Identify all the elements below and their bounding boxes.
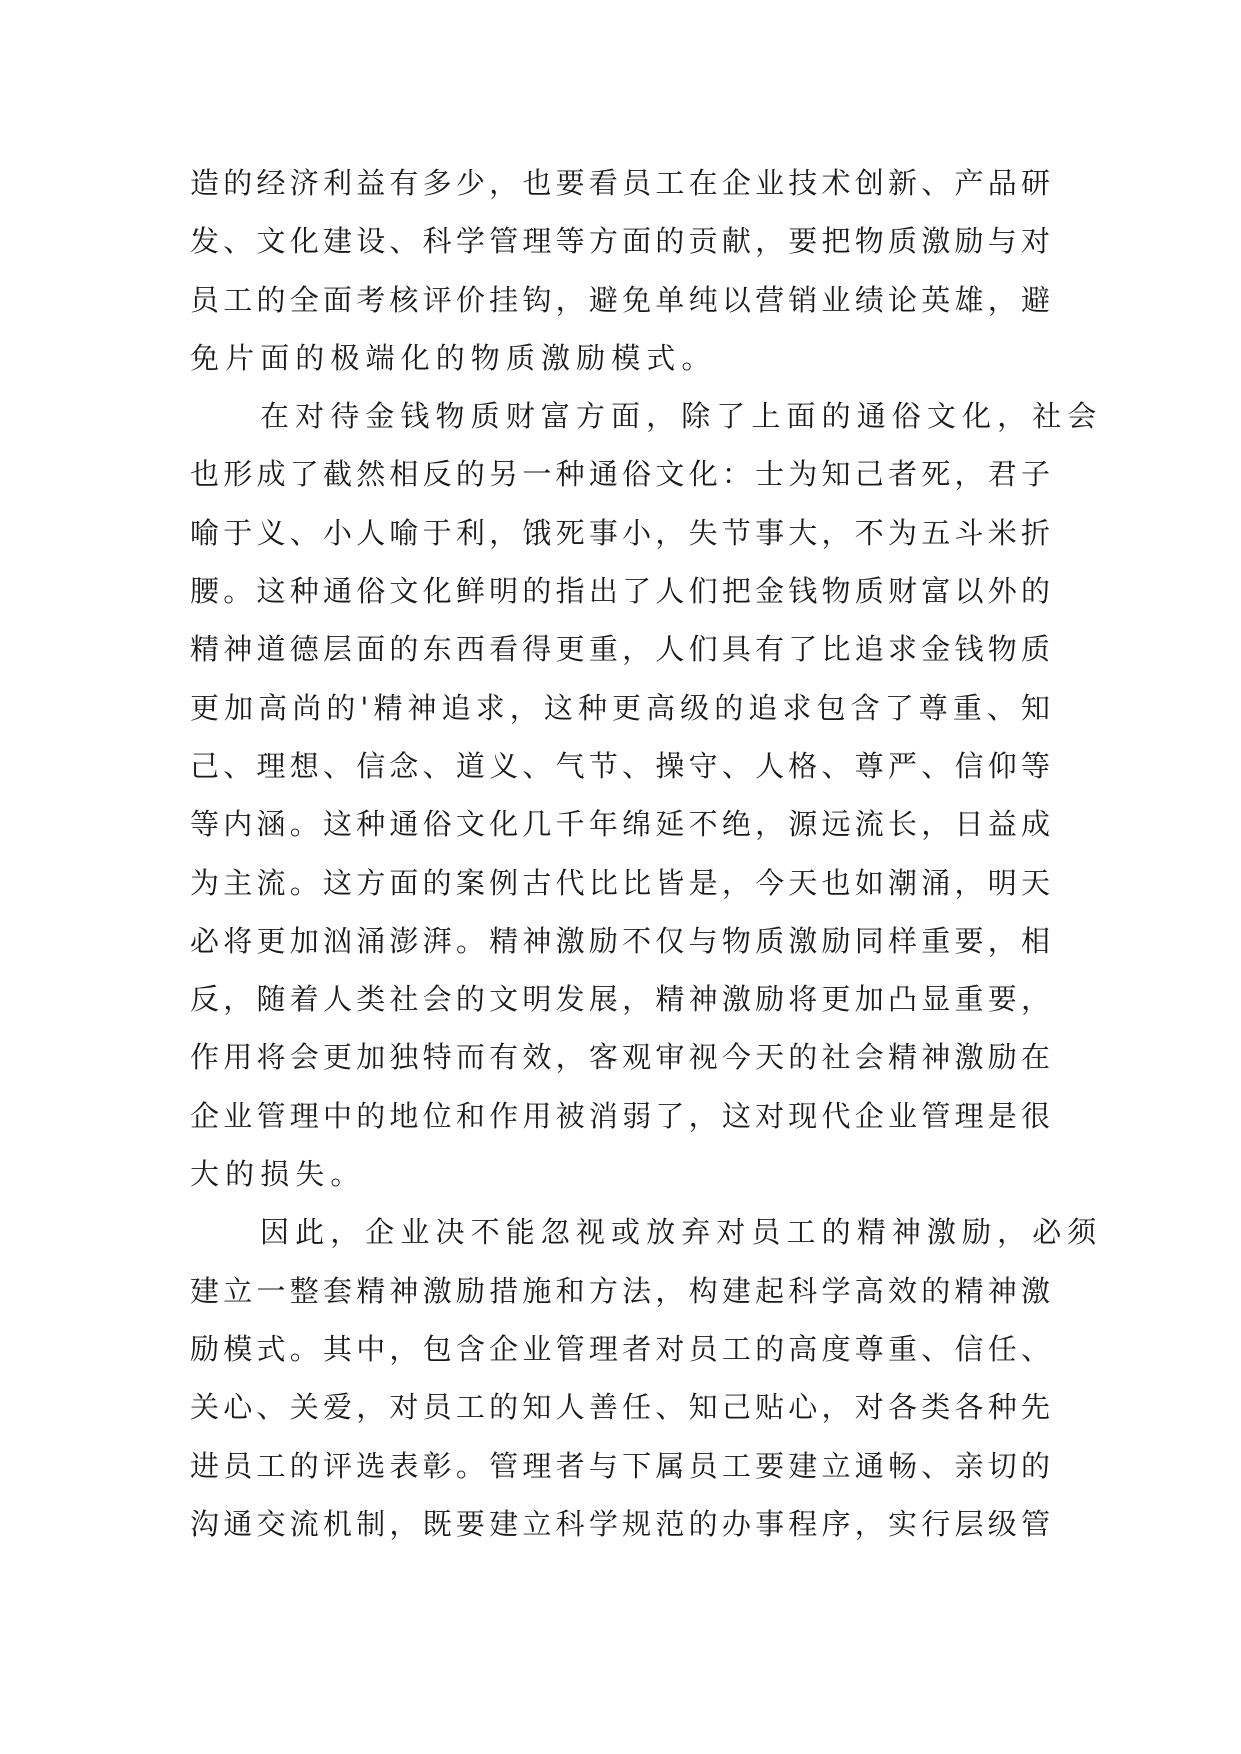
text-line: 关心、关爱，对员工的知人善任、知己贴心，对各类各种先 [190,1390,1050,1425]
text-line: 励模式。其中，包含企业管理者对员工的高度尊重、信任、 [190,1331,1050,1366]
text-line: 进员工的评选表彰。管理者与下属员工要建立通畅、亲切的 [190,1448,1050,1483]
text-line: 在对待金钱物质财富方面，除了上面的通俗文化，社会 [260,399,1103,434]
text-line: 精神道德层面的东西看得更重，人们具有了比追求金钱物质 [190,632,1050,667]
text-line: 己、理想、信念、道义、气节、操守、人格、尊严、信仰等 [190,748,1050,783]
paragraph-3 [190,1203,1103,1553]
text-line: 必将更加汹涌澎湃。精神激励不仅与物质激励同样重要，相 [190,923,1050,958]
paragraph-2 [190,387,1103,1203]
text-line: 沟通交流机制，既要建立科学规范的办事程序，实行层级管 [190,1506,1050,1541]
text-line: 更加高尚的'精神追求，这种更高级的追求包含了尊重、知 [190,690,1050,725]
text-line: 员工的全面考核评价挂钩，避免单纯以营销业绩论英雄，避 [190,282,1050,317]
text-line: 发、文化建设、科学管理等方面的贡献，要把物质激励与对 [190,224,1050,259]
text-line: 也形成了截然相反的另一种通俗文化：士为知己者死，君子 [190,457,1050,492]
text-line: 大的损失。 [190,1157,366,1192]
text-line: 等内涵。这种通俗文化几千年绵延不绝，源远流长，日益成 [190,807,1050,842]
text-line: 反，随着人类社会的文明发展，精神激励将更加凸显重要， [190,982,1050,1017]
text-line: 作用将会更加独特而有效，客观审视今天的社会精神激励在 [190,1040,1050,1075]
text-line: 为主流。这方面的案例古代比比皆是，今天也如潮涌，明天 [190,865,1050,900]
paragraph-1 [190,154,1050,387]
text-line: 造的经济利益有多少，也要看员工在企业技术创新、产品研 [190,166,1050,200]
text-line: 免片面的极端化的物质激励模式。 [190,340,717,375]
text-line: 喻于义、小人喻于利，饿死事小，失节事大，不为五斗米折 [190,515,1050,550]
document-page [190,154,1103,1553]
text-line: 因此，企业决不能忽视或放弃对员工的精神激励，必须 [260,1215,1103,1250]
text-line: 企业管理中的地位和作用被消弱了，这对现代企业管理是很 [190,1098,1050,1133]
text-line: 腰。这种通俗文化鲜明的指出了人们把金钱物质财富以外的 [190,574,1050,609]
text-line: 建立一整套精神激励措施和方法，构建起科学高效的精神激 [190,1273,1050,1308]
